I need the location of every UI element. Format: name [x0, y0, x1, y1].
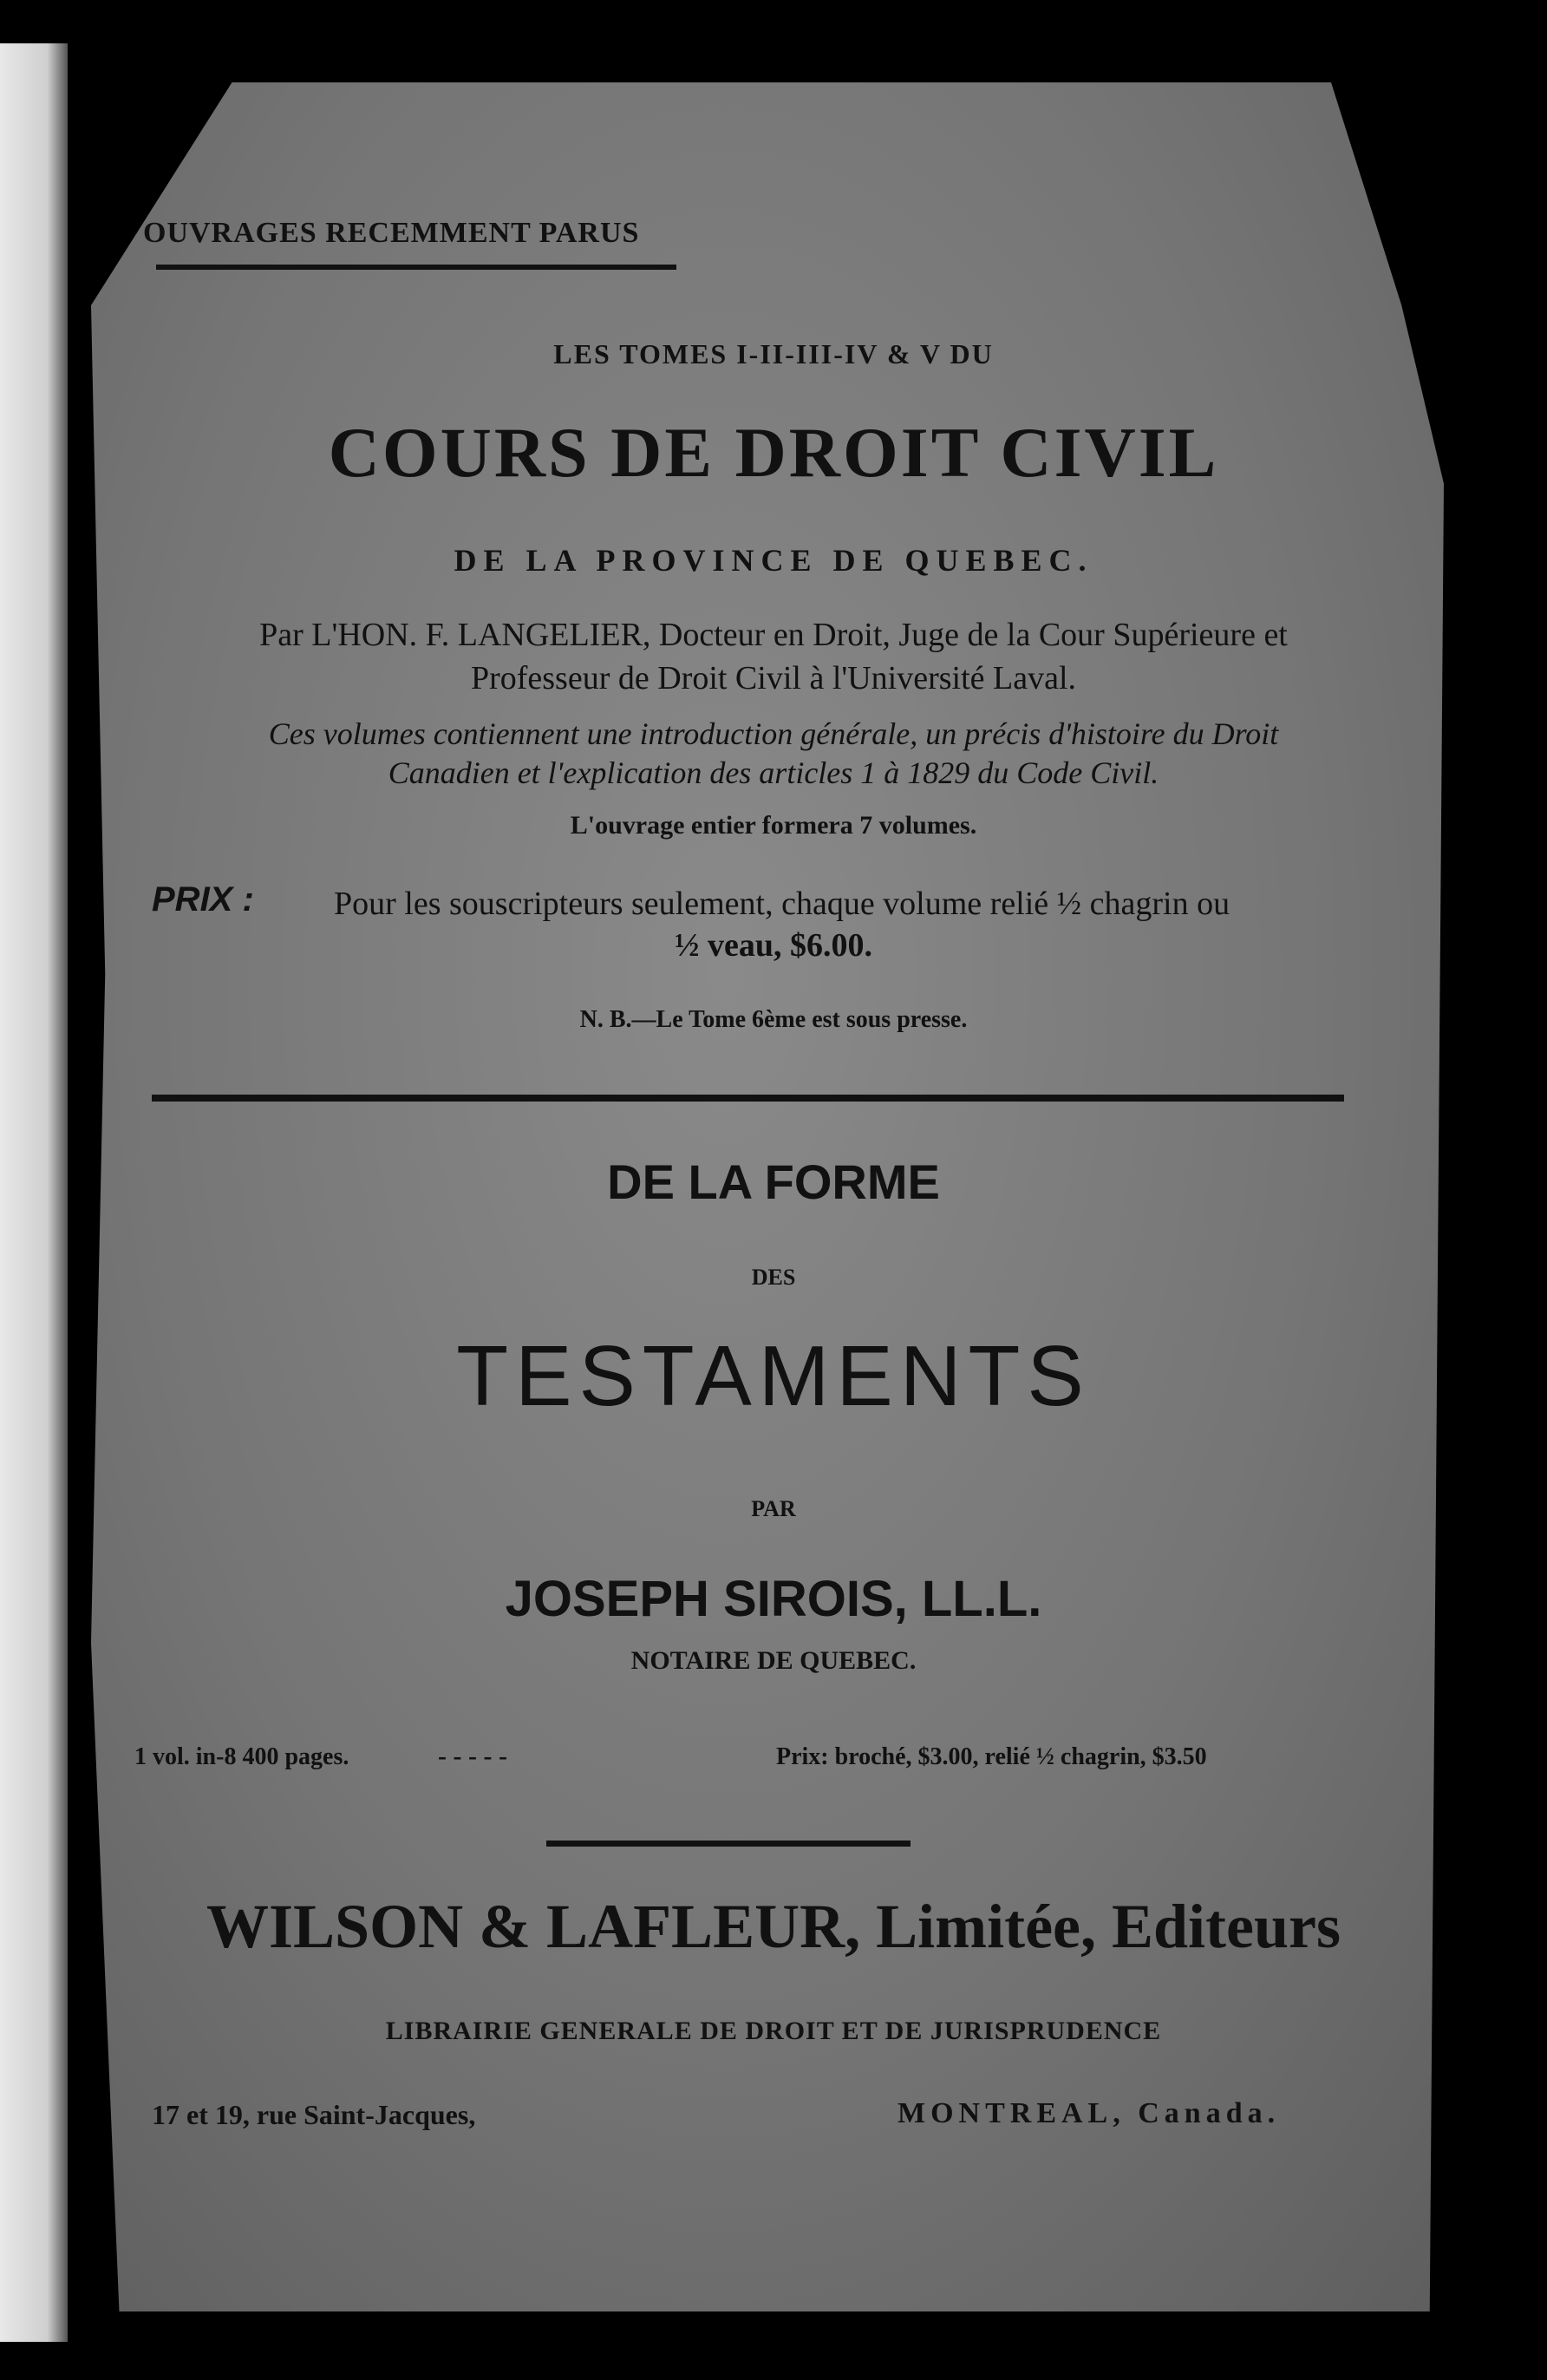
- par-word: PAR: [751, 1496, 796, 1521]
- testaments-title: TESTAMENTS: [456, 1328, 1091, 1423]
- forme-title: DE LA FORME: [607, 1154, 940, 1209]
- province-line: DE LA PROVINCE DE QUEBEC.: [454, 543, 1093, 578]
- city: MONTREAL, Canada.: [898, 2097, 1281, 2129]
- nb-line: N. B.—Le Tome 6ème est sous presse.: [579, 1006, 968, 1033]
- description-line-2: Canadien et l'explication des articles 1 à 1829 du Code Civil.: [388, 755, 1159, 790]
- author-line-2: Professeur de Droit Civil à l'Université Laval.: [470, 660, 1077, 696]
- author-line-1: Par L'HON. F. LANGELIER, Docteur en Droit, Juge de la Cour Supérieure et: [259, 617, 1288, 653]
- short-divider: [546, 1841, 911, 1847]
- prix-line-1: Pour les souscripteurs seulement, chaque volume relié ½ chagrin ou: [334, 886, 1230, 922]
- leader-dots: - - - - -: [438, 1742, 507, 1770]
- publisher-name: WILSON & LAFLEUR, Limitée, Editeurs: [206, 1892, 1341, 1961]
- prix-label: PRIX :: [152, 880, 254, 919]
- description-line-1: Ces volumes contiennent une introduction générale, un précis d'histoire du Droit: [268, 716, 1279, 751]
- prix2-line: Prix: broché, $3.00, relié ½ chagrin, $3.50: [776, 1743, 1207, 1770]
- notaire-line: NOTAIRE DE QUEBEC.: [630, 1646, 917, 1675]
- prix-line-2: ½ veau, $6.00.: [675, 927, 872, 964]
- author2-name: JOSEPH SIROIS, LL.L.: [505, 1571, 1042, 1627]
- des-word: DES: [751, 1265, 796, 1290]
- tomes-line: LES TOMES I-II-III-IV & V DU: [553, 338, 994, 369]
- cours-title: COURS DE DROIT CIVIL: [328, 413, 1219, 492]
- section-divider: [152, 1095, 1344, 1102]
- librairie-line: LIBRAIRIE GENERALE DE DROIT ET DE JURISPRUDENCE: [385, 2017, 1162, 2045]
- section-header: OUVRAGES RECEMMENT PARUS: [143, 217, 640, 249]
- address: 17 et 19, rue Saint-Jacques,: [152, 2099, 476, 2130]
- header-underline: [156, 265, 676, 270]
- volumes-line: L'ouvrage entier formera 7 volumes.: [570, 811, 977, 840]
- volume-info: 1 vol. in-8 400 pages.: [134, 1743, 349, 1770]
